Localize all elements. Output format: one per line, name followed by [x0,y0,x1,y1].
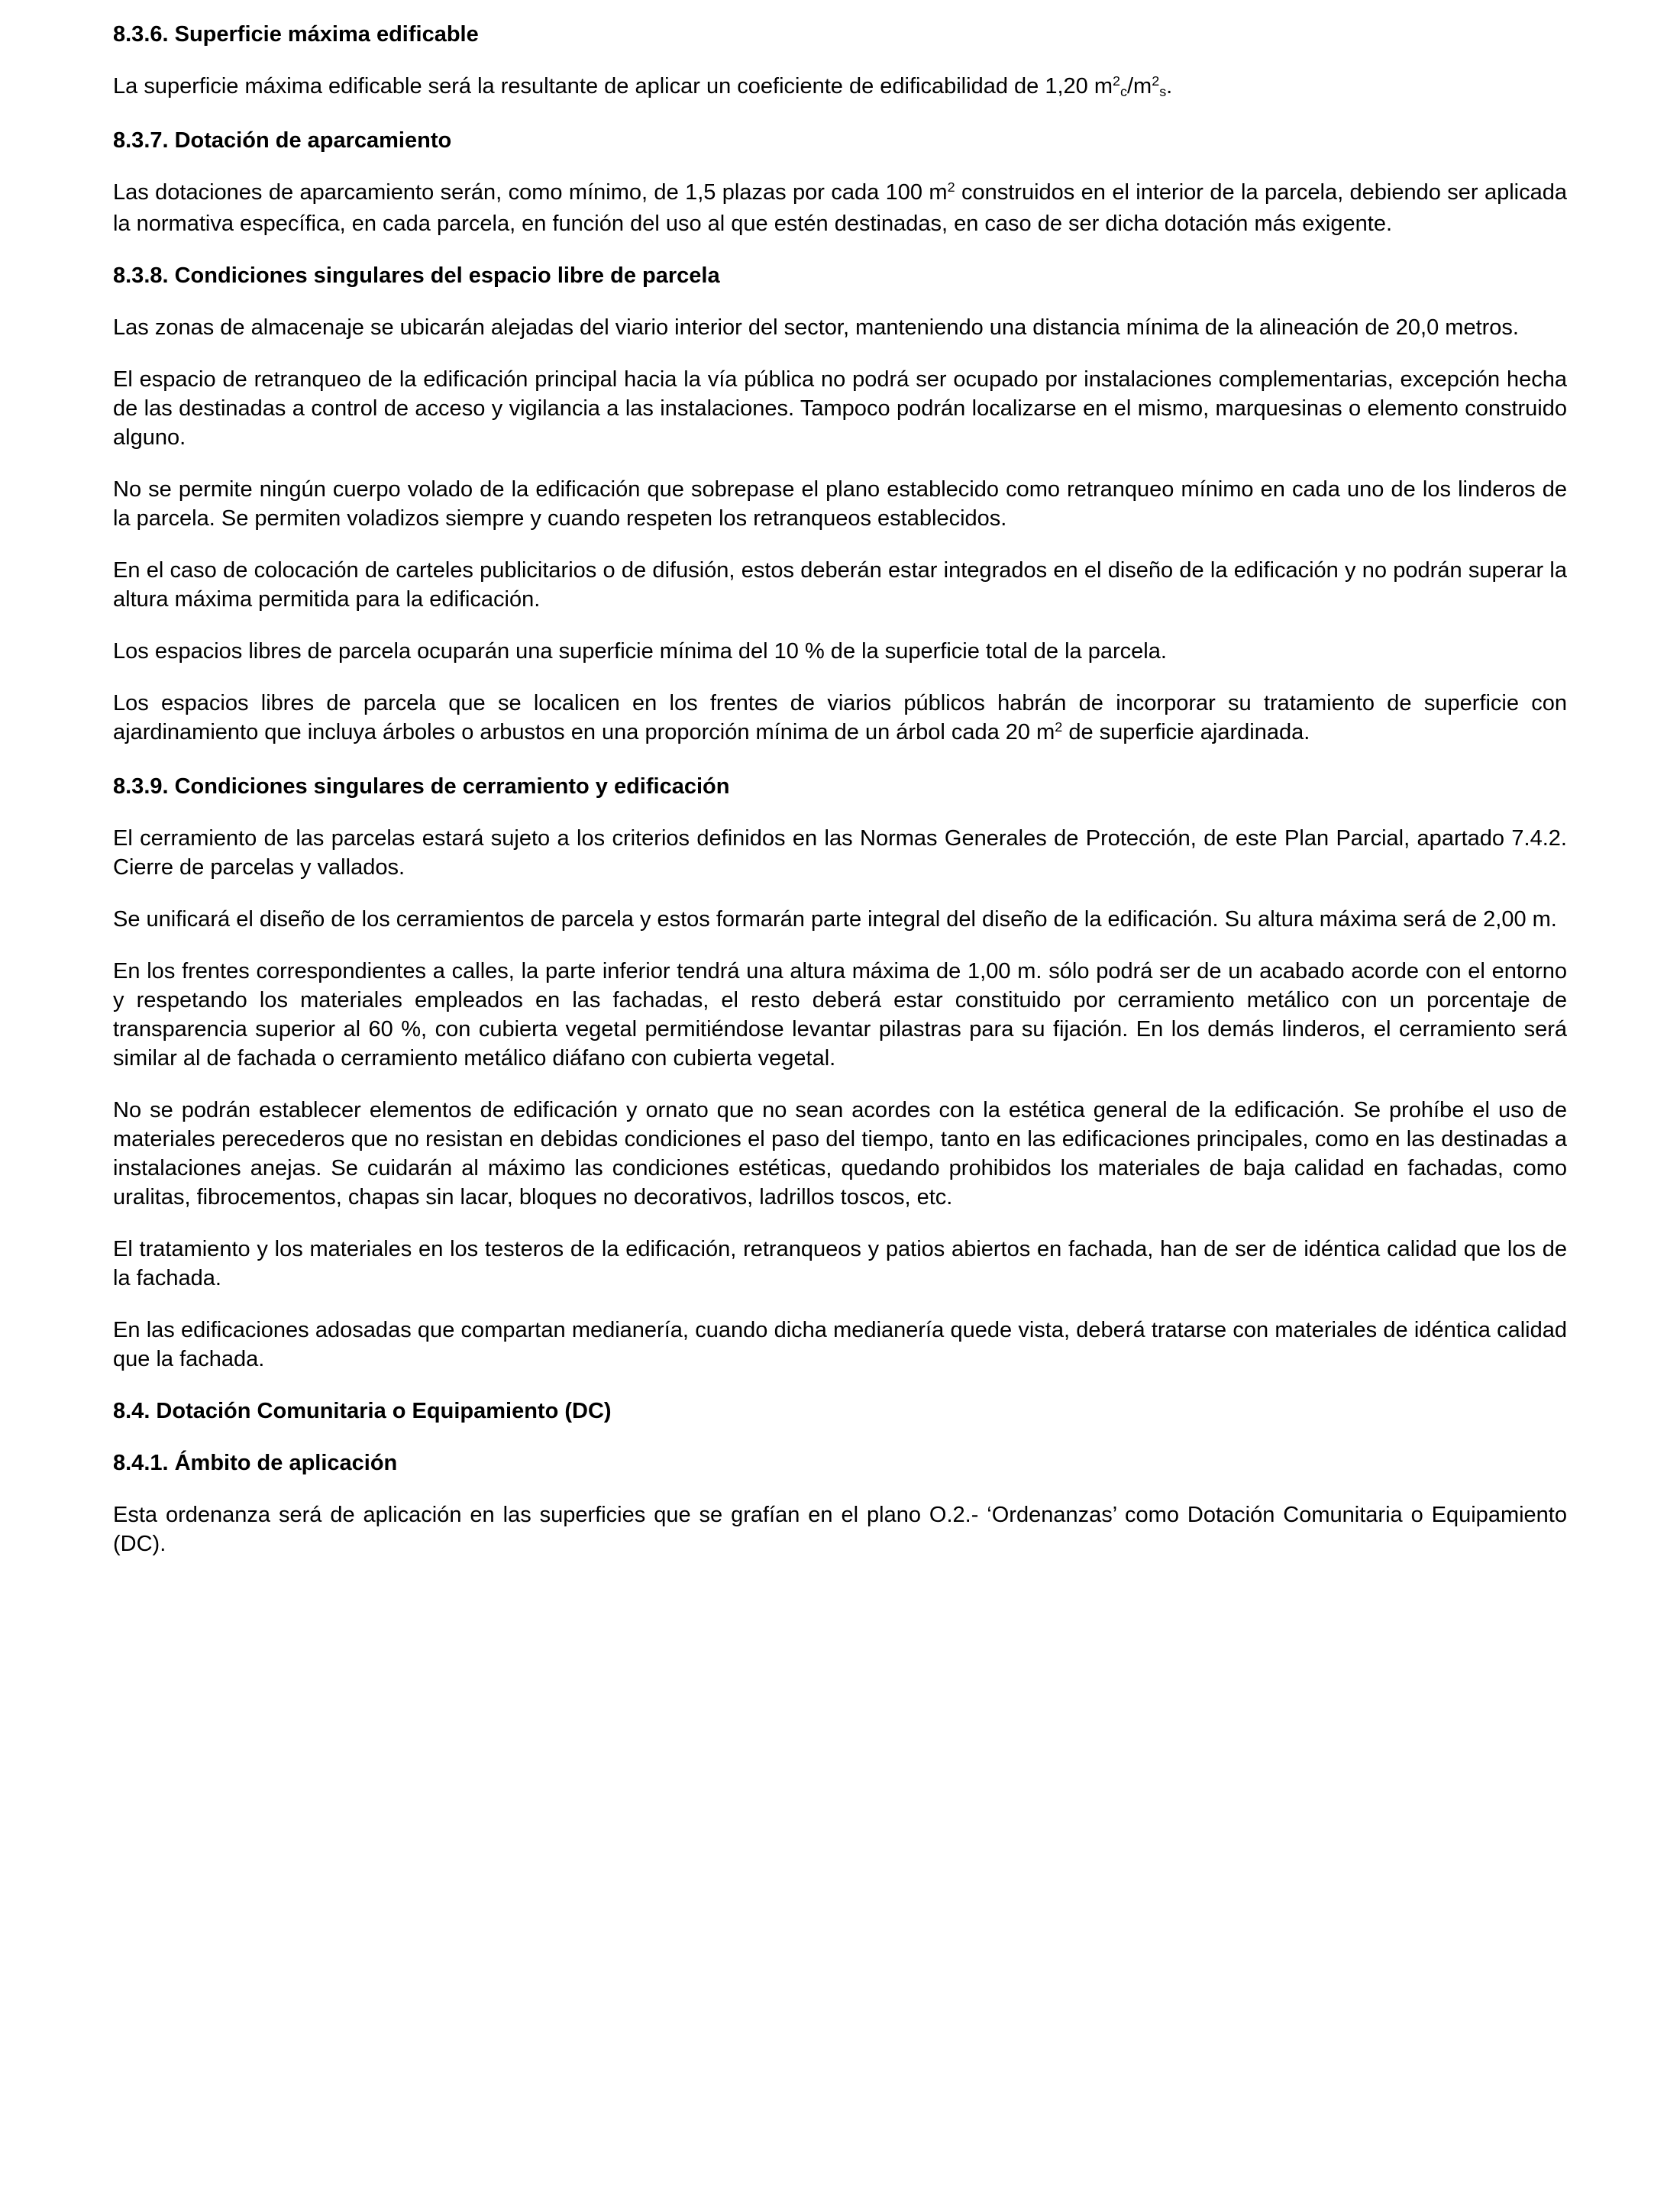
text-run: /m [1126,74,1152,99]
section-heading: 8.3.6. Superficie máxima edificable [113,22,479,47]
text-run: construidos en el interior de la parcela, debiendo ser aplicada la normativa específica, en cada parcela, en función del uso al que estén destinadas, en caso de ser dicha dotación más exigente. [113,180,1574,236]
paragraph: El tratamiento y los materiales en los testeros de la edificación, retranqueos y patios abiertos en fachada, han de ser de idéntica calidad que los de la fachada. [113,1237,1567,1290]
section-heading: 8.4. Dotación Comunitaria o Equipamiento (DC) [113,1399,612,1423]
subscript-text: c [1119,83,1127,99]
section-heading: 8.3.8. Condiciones singulares del espacio libre de parcela [113,263,720,288]
paragraph: No se permite ningún cuerpo volado de la edificación que sobrepase el plano establecido como retranqueo mínimo en cada uno de los linderos de la parcela. Se permiten voladizos siempre y cuando respeten los retranqueos establecidos. [113,477,1567,531]
paragraph: Se unificará el diseño de los cerramientos de parcela y estos formarán parte integral del diseño de la edificación. Su altura máxima será de 2,00 m. [113,907,1557,932]
paragraph: En las edificaciones adosadas que compartan medianería, cuando dicha medianería quede vista, deberá tratarse con materiales de idéntica calidad que la fachada. [113,1318,1567,1371]
paragraph [113,72,1567,103]
text-run: Las dotaciones de aparcamiento serán, como mínimo, de 1,5 plazas por cada 100 m [113,180,948,205]
superscript-text: 2 [1152,73,1160,89]
section-heading: 8.3.9. Condiciones singulares de cerramiento y edificación [113,774,730,799]
paragraph: No se podrán establecer elementos de edificación y ornato que no sean acordes con la estética general de la edificación. Se prohíbe el uso de materiales perecederos que no resistan en debidas condiciones el paso del tiempo, tanto en las edificaciones principales, como en las destinadas a instalaciones anejas. Se cuidarán al máximo las condiciones estéticas, quedando prohibidos los materiales de baja calidad en fachadas, como uralitas, fibrocementos, chapas sin lacar, bloques no decorativos, ladrillos toscos, etc. [113,1098,1567,1210]
subscript-text: s [1159,83,1167,99]
section-heading: 8.3.7. Dotación de aparcamiento [113,128,452,153]
text-run: de superficie ajardinada. [1062,720,1310,744]
paragraph: Esta ordenanza será de aplicación en las superficies que se grafían en el plano O.2.- ‘Ordenanzas’ como Dotación Comunitaria o Equipamiento (DC). [113,1503,1567,1556]
document-content [113,20,1574,1558]
text-run: Los espacios libres de parcela que se localicen en los frentes de viarios públicos habrán de incorporar su tratamiento de superficie con ajardinamiento que incluya árboles o arbustos en una proporción mínima de un árbol cada 20 m [113,691,1574,744]
paragraph [113,689,1574,749]
superscript-text: 2 [1055,719,1063,735]
text-run: La superficie máxima edificable será la resultante de aplicar un coeficiente de edificabilidad de 1,20 m [113,74,1113,99]
paragraph [113,178,1574,238]
text-run: . [1166,74,1173,99]
paragraph: En el caso de colocación de carteles publicitarios o de difusión, estos deberán estar integrados en el diseño de la edificación y no podrán superar la altura máxima permitida para la edificación. [113,558,1567,612]
paragraph: El espacio de retranqueo de la edificación principal hacia la vía pública no podrá ser ocupado por instalaciones complementarias, excepción hecha de las destinadas a control de acceso y vigilancia a las instalaciones. Tampoco podrán localizarse en el mismo, marquesinas o elemento construido alguno. [113,367,1567,450]
paragraph: Las zonas de almacenaje se ubicarán alejadas del viario interior del sector, manteniendo una distancia mínima de la alineación de 20,0 metros. [113,315,1519,340]
section-heading: 8.4.1. Ámbito de aplicación [113,1451,398,1475]
superscript-text: 2 [947,179,955,195]
paragraph: En los frentes correspondientes a calles, la parte inferior tendrá una altura máxima de 1,00 m. sólo podrá ser de un acabado acorde con el entorno y respetando los materiales empleados en las fachadas, el resto deberá estar constituido por cerramiento metálico con un porcentaje de transparencia superior al 60 %, con cubierta vegetal permitiéndose levantar pilastras para su fijación. En los demás linderos, el cerramiento será similar al de fachada o cerramiento metálico diáfano con cubierta vegetal. [113,959,1567,1071]
paragraph: Los espacios libres de parcela ocuparán una superficie mínima del 10 % de la superficie total de la parcela. [113,639,1167,664]
superscript-text: 2 [1112,73,1120,89]
paragraph: El cerramiento de las parcelas estará sujeto a los criterios definidos en las Normas Generales de Protección, de este Plan Parcial, apartado 7.4.2. Cierre de parcelas y vallados. [113,826,1567,880]
